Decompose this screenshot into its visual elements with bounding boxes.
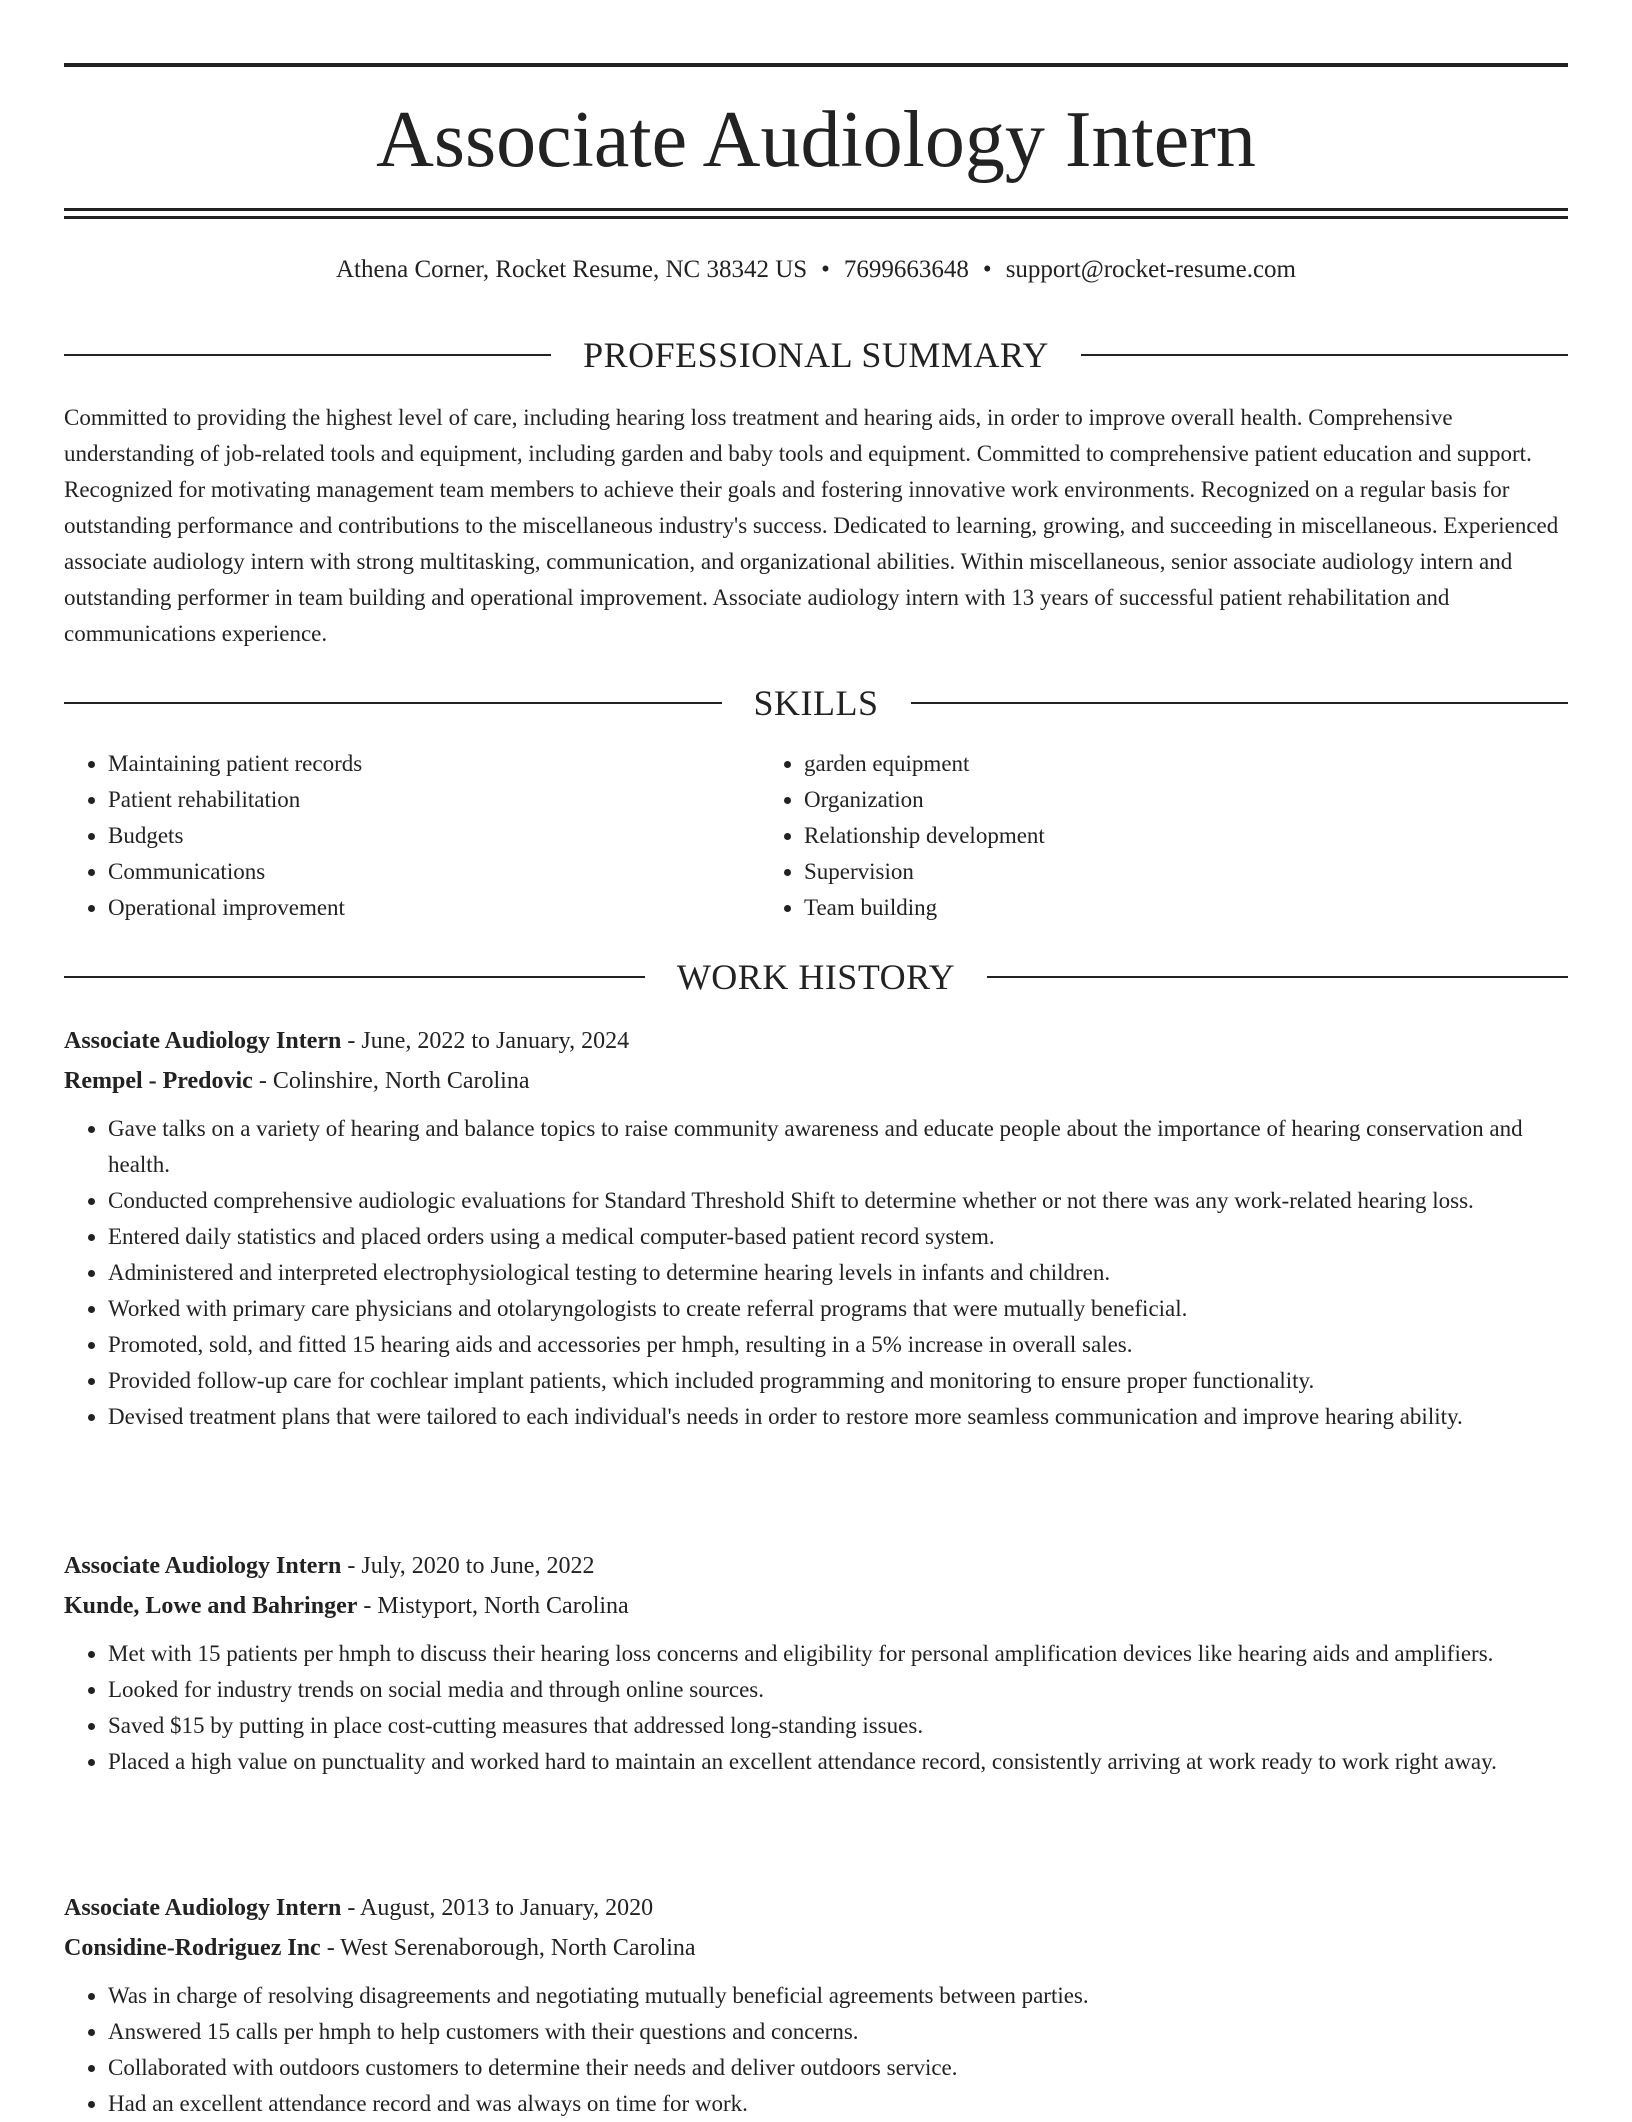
job-bullet: • Conducted comprehensive audiologic evaluations for Standard Threshold Shift to determine whether or not there was any work-related hearing loss. [108,1183,1568,1219]
job-title: Associate Audiology Intern [64,1028,342,1054]
title-rule-lower [64,216,1568,219]
contact-line [64,252,1568,288]
job-bullet: • Looked for industry trends on social media and through online sources. [108,1672,1568,1708]
heading-rule-right [911,702,1569,704]
job-bullet: • Promoted, sold, and fitted 15 hearing aids and accessories per hmph, resulting in a 5% increase in overall sales. [108,1327,1568,1363]
job-bullet: • Worked with primary care physicians and otolaryngologists to create referral programs that were mutually beneficial. [108,1291,1568,1327]
job-entry [64,1888,1568,2122]
title-rule-upper [64,208,1568,211]
skill-item: • Maintaining patient records [108,746,762,782]
job-bullet: • Administered and interpreted electrophysiological testing to determine hearing levels in infants and children. [108,1255,1568,1291]
skill-item: • Supervision [804,854,1460,890]
job-title: Associate Audiology Intern [64,1553,342,1579]
summary-heading-text: PROFESSIONAL SUMMARY [583,335,1049,375]
contact-separator: • [821,256,830,283]
job-company: Considine-Rodriguez Inc [64,1935,321,1961]
job-bullet: • Placed a high value on punctuality and worked hard to maintain an excellent attendance record, consistently arriving at work ready to work right away. [108,1744,1568,1780]
contact-email: support@rocket-resume.com [1005,256,1296,283]
skills-column-right [762,746,1460,926]
job-bullet: • Gave talks on a variety of hearing and balance topics to raise community awareness and educate people about the importance of hearing conservation and health. [108,1111,1568,1183]
contact-separator: • [982,256,992,283]
job-location: - West Serenaborough, North Carolina [320,1935,696,1961]
skill-item: • Relationship development [804,818,1460,854]
job-entry [64,1546,1568,1780]
job-company-line [64,1061,1568,1101]
job-title: Associate Audiology Intern [64,1895,342,1921]
skills-column-left [64,746,762,926]
summary-heading [64,335,1568,375]
skill-item: • Communications [108,854,762,890]
job-company-line [64,1586,1568,1626]
work-heading-text: WORK HISTORY [676,957,956,997]
job-bullet: • Provided follow-up care for cochlear implant patients, which included programming and monitoring to ensure proper functionality. [108,1363,1568,1399]
skill-item: • Operational improvement [108,890,762,926]
job-location: - Mistyport, North Carolina [357,1593,629,1619]
job-bullet: • Collaborated with outdoors customers to determine their needs and deliver outdoors service. [108,2050,1568,2086]
skills-list [64,746,1568,926]
job-bullets [64,1111,1568,1435]
skills-heading [64,683,1568,723]
job-bullet: • Was in charge of resolving disagreements and negotiating mutually beneficial agreements between parties. [108,1978,1568,2014]
job-bullet: • Met with 15 patients per hmph to discuss their hearing loss concerns and eligibility for personal amplification devices like hearing aids and amplifiers. [108,1636,1568,1672]
skill-item: • Patient rehabilitation [108,782,762,818]
resume-title: Associate Audiology Intern [376,96,1256,184]
skill-item: • Budgets [108,818,762,854]
skill-item: • garden equipment [804,746,1460,782]
skill-item: • Organization [804,782,1460,818]
job-dates: - July, 2020 to June, 2022 [341,1553,595,1579]
job-location: - Colinshire, North Carolina [252,1068,530,1094]
top-rule [64,63,1568,67]
heading-rule-right [987,976,1568,978]
heading-rule-left [64,354,551,356]
job-title-line [64,1888,1568,1928]
job-company-line [64,1928,1568,1968]
contact-phone: 7699663648 [843,256,969,283]
job-bullet: • Had an excellent attendance record and was always on time for work. [108,2086,1568,2122]
job-company: Kunde, Lowe and Bahringer [64,1593,358,1619]
heading-rule-right [1081,354,1568,356]
job-entry [64,1021,1568,1435]
job-bullet: • Answered 15 calls per hmph to help customers with their questions and concerns. [108,2014,1568,2050]
heading-rule-left [64,702,722,704]
skills-heading-text: SKILLS [753,683,879,723]
job-title-line [64,1546,1568,1586]
job-bullet: • Entered daily statistics and placed orders using a medical computer-based patient record system. [108,1219,1568,1255]
heading-rule-left [64,976,645,978]
job-bullets [64,1636,1568,1780]
job-bullets [64,1978,1568,2122]
job-title-line [64,1021,1568,1061]
job-dates: - August, 2013 to January, 2020 [341,1895,654,1921]
contact-address: Athena Corner, Rocket Resume, NC 38342 US [336,256,808,283]
summary-text: Committed to providing the highest level of care, including hearing loss treatment and hearing aids, in order to improve overall health. Comprehensive understanding of job-related tools and equipment, including garden and baby tools and equipment. Committed to comprehensive patient education and support. Recognized for motivating management team members to achieve their goals and fostering innovative work environments. Recognized on a regular basis for outstanding performance and contributions to the miscellaneous industry's success. Dedicated to learning, growing, and succeeding in miscellaneous. Experienced associate audiology intern with strong multitasking, communication, and organizational abilities. Within miscellaneous, senior associate audiology intern and outstanding performer in team building and operational improvement. Associate audiology intern with 13 years of successful patient rehabilitation and communications experience. [64,405,1559,646]
work-heading [64,957,1568,997]
job-dates: - June, 2022 to January, 2024 [341,1028,630,1054]
job-bullet: • Devised treatment plans that were tailored to each individual's needs in order to restore more seamless communication and improve hearing ability. [108,1399,1568,1435]
job-company: Rempel - Predovic [64,1068,253,1094]
skill-item: • Team building [804,890,1460,926]
job-bullet: • Saved $15 by putting in place cost-cutting measures that addressed long-standing issues. [108,1708,1568,1744]
